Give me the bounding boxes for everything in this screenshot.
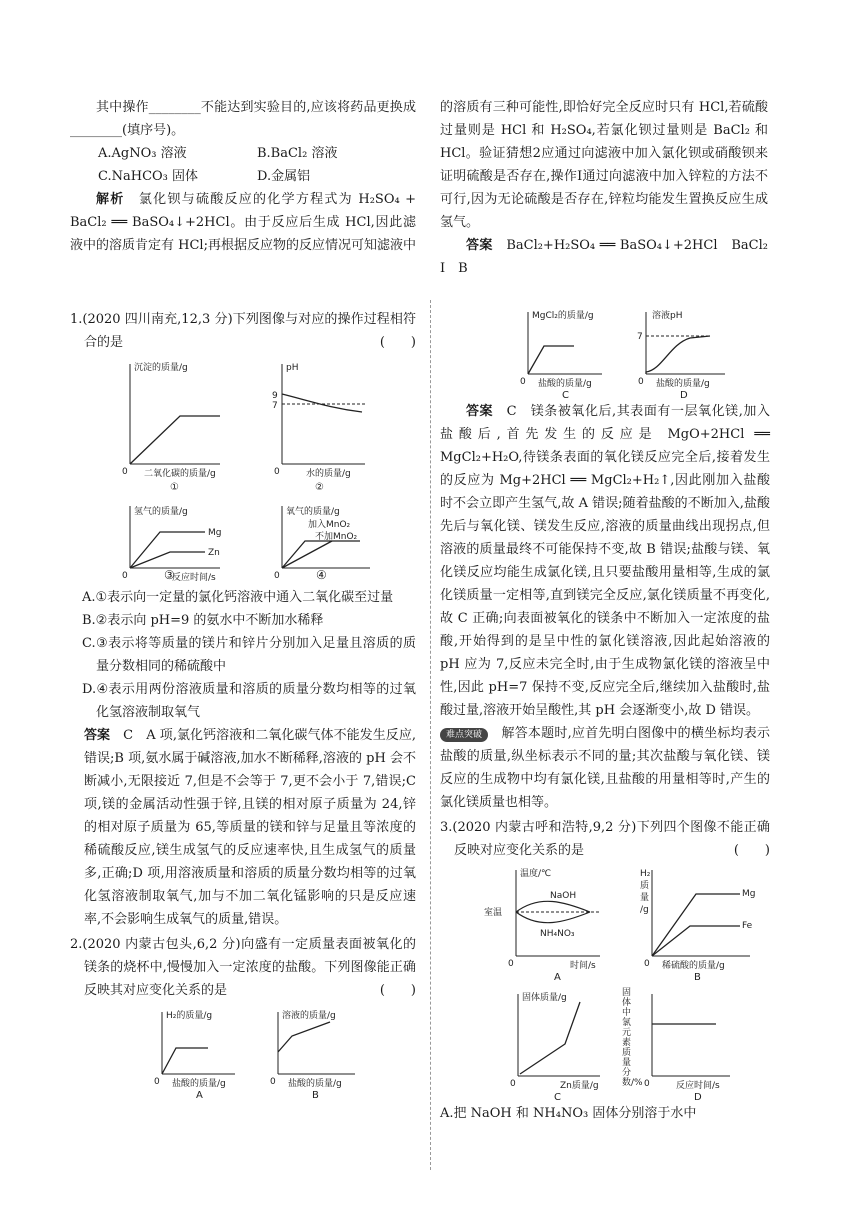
- question-tail: 其中操作________不能达到实验目的,应该将药品更换成________(填序号)。: [70, 100, 416, 138]
- svg-text:盐酸的质量/g: 盐酸的质量/g: [538, 379, 592, 389]
- q2-answer: [440, 400, 770, 722]
- g4-caption: ④: [316, 568, 327, 582]
- g2-tick-9: 9: [272, 391, 278, 401]
- svg-text:0: 0: [274, 571, 280, 581]
- svg-text:/g: /g: [640, 905, 649, 915]
- svg-text:H₂: H₂: [640, 869, 651, 879]
- svg-text:固体质量/g: 固体质量/g: [522, 993, 567, 1003]
- column-divider: [430, 300, 431, 1170]
- analysis-continued: 的溶质有三种可能性,即恰好完全反应时只有 HCl,若硫酸过量则是 HCl 和 H₂SO₄,若氯化钡过量则是 BaCl₂ 和 HCl。验证猜想2应通过向滤液中加入氯化钡或硝酸钡来证明硫酸是否存在,操作Ⅰ通过向滤液中加入锌粒的方法不可行,因为无论硫酸是否存在,锌粒均能发生置换反应生成氢气。: [440, 100, 768, 230]
- svg-text:D: D: [694, 1092, 702, 1103]
- g2-ylabel: pH: [286, 363, 299, 373]
- graph-1: [122, 361, 220, 493]
- top-right-block: [440, 96, 782, 280]
- analysis-label: 解析: [96, 192, 125, 207]
- g3-zn: Zn: [208, 548, 220, 558]
- svg-text:D: D: [680, 390, 688, 401]
- svg-text:盐酸的质量/g: 盐酸的质量/g: [288, 1079, 342, 1089]
- options-row-1: [70, 142, 416, 165]
- svg-text:0: 0: [644, 1079, 650, 1089]
- answer-paren: ( ): [733, 843, 770, 858]
- svg-text:Mg: Mg: [742, 889, 756, 899]
- q3-graph-a: [484, 867, 600, 983]
- q2-graph-d: [637, 309, 725, 401]
- g3-xlabel: 反应时间/s: [172, 573, 216, 583]
- svg-text:反应时间/s: 反应时间/s: [676, 1081, 720, 1091]
- q1-graphs: [70, 356, 410, 583]
- right-column: [440, 308, 770, 1125]
- g3-caption: ③: [164, 568, 175, 582]
- g3-mg: Mg: [208, 528, 222, 538]
- answer-text: C 镁条被氧化后,其表面有一层氧化镁,加入盐酸后,首先发生的反应是 MgO+2HCl ══ MgCl₂+H₂O,待镁条表面的氧化镁反应完全后,接着发生的反应为 Mg+2HCl ══ MgCl₂+H₂↑,因此刚加入盐酸时不会立即产生氢气,故 A 错误;随着盐酸的不断加入,盐酸先后与氧化镁、镁发生反应,溶液的质量曲线出现拐点,但溶液的质量最终不可能保持不变,故 B 错误;盐酸与镁、氧化镁反应均能生成氯化镁,且只要盐酸用量相等,生成的氯化镁质量一定相等,直到镁完全反应,氯化镁质量不再变化,故 C 正确;向表面被氧化的镁条中不断加入一定浓度的盐酸,开始得到的是呈中性的氯化镁溶液,因此起始溶液的 pH 应为 7,反应未完全时,由于生成物氯化镁的溶液呈中性,因此 pH=7 保持不变,反应完全后,继续加入盐酸时,盐酸过量,溶液开始呈酸性,其 pH 会逐渐变小,故 D 错误。: [440, 404, 770, 718]
- q3-graph-c: [510, 991, 600, 1103]
- svg-text:NH₄NO₃: NH₄NO₃: [540, 929, 575, 939]
- svg-text:温度/℃: 温度/℃: [520, 869, 552, 879]
- option-c: C.NaHCO₃ 固体: [98, 169, 199, 184]
- q3-graph-d: [622, 988, 730, 1103]
- g2-xlabel: 水的质量/g: [306, 469, 351, 479]
- svg-text:溶液pH: 溶液pH: [652, 311, 683, 321]
- svg-text:0: 0: [122, 571, 128, 581]
- svg-text:0: 0: [508, 959, 514, 969]
- g4-with: 加入MnO₂: [308, 520, 351, 530]
- options-row-2: [70, 165, 416, 188]
- svg-text:0: 0: [274, 467, 280, 477]
- answer-paren: ( ): [379, 983, 416, 998]
- svg-text:盐酸的质量/g: 盐酸的质量/g: [656, 379, 710, 389]
- svg-text:室温: 室温: [484, 908, 503, 918]
- svg-text:MgCl₂的质量/g: MgCl₂的质量/g: [532, 311, 594, 321]
- q1-option-b: B.②表示向 pH=9 的氨水中不断加水稀释: [82, 613, 324, 628]
- analysis-text: 氯化钡与硫酸反应的化学方程式为 H₂SO₄ + BaCl₂ ══ BaSO₄↓+2HCl。由于反应后生成 HCl,因此滤液中的溶质肯定有 HCl;再根据反应物的反应情况可知滤液中: [70, 192, 416, 253]
- g3-ylabel: 氢气的质量/g: [134, 507, 188, 517]
- g4-ylabel: 氧气的质量/g: [286, 507, 340, 517]
- answer: [440, 234, 782, 280]
- svg-text:7: 7: [637, 332, 643, 342]
- svg-text:C: C: [554, 1092, 561, 1103]
- svg-text:0: 0: [154, 1077, 160, 1087]
- option-b: B.BaCl₂ 溶液: [257, 146, 338, 161]
- svg-text:溶液的质量/g: 溶液的质量/g: [282, 1011, 336, 1021]
- svg-text:C: C: [562, 390, 569, 401]
- q2-graph-c: [520, 309, 602, 401]
- answer-label: 答案: [466, 238, 493, 253]
- tip-badge: 难点突破: [440, 728, 488, 742]
- svg-text:稀硫酸的质量/g: 稀硫酸的质量/g: [662, 961, 725, 971]
- q2-tip: [440, 722, 770, 814]
- svg-text:A: A: [554, 972, 561, 983]
- q1-option-c: C.③表示将等质量的镁片和锌片分别加入足量且溶质的质量分数相同的稀硫酸中: [82, 636, 416, 674]
- svg-text:A: A: [196, 1090, 203, 1101]
- question-1: [70, 308, 416, 1100]
- q3-option-a: A.把 NaOH 和 NH₄NO₃ 固体分别溶于水中: [440, 1106, 697, 1121]
- q2-stem: 2.(2020 内蒙古包头,6,2 分)向盛有一定质量表面被氧化的镁条的烧杯中,慢慢加入一定浓度的盐酸。下列图像能正确反映其对应变化关系的是 ( ): [70, 933, 416, 1002]
- analysis: [70, 188, 416, 257]
- svg-text:Fe: Fe: [742, 921, 753, 931]
- q1-option-a: A.①表示向一定量的氯化钙溶液中通入二氧化碳至过量: [82, 590, 394, 605]
- answer-label: 答案: [84, 728, 111, 743]
- svg-text:量: 量: [640, 893, 650, 903]
- graph-2: [272, 363, 365, 493]
- svg-text:B: B: [312, 1090, 319, 1101]
- q2-graph-b: [270, 1009, 355, 1101]
- svg-text:0: 0: [510, 1079, 516, 1089]
- svg-text:时间/s: 时间/s: [570, 961, 596, 971]
- q1-answer: [70, 724, 416, 931]
- g4-without: 不加MnO₂: [315, 532, 358, 542]
- q1-stem: 1.(2020 四川南充,12,3 分)下列图像与对应的操作过程相符合的是 ( ): [70, 308, 416, 354]
- svg-text:0: 0: [270, 1077, 276, 1087]
- q2-graphs-cd: [440, 308, 770, 400]
- svg-text:质: 质: [640, 881, 650, 891]
- svg-text:0: 0: [644, 959, 650, 969]
- svg-text:NaOH: NaOH: [550, 891, 577, 901]
- g2-caption: ②: [315, 482, 324, 493]
- answer-label: 答案: [466, 404, 494, 419]
- q2-graph-a: [154, 1009, 235, 1101]
- q3-graph-b: [640, 869, 755, 983]
- top-left-block: [70, 96, 416, 257]
- q1-option-d: D.④表示用两份溶液质量和溶质的质量分数均相等的过氧化氢溶液制取氧气: [82, 682, 416, 720]
- svg-text:0: 0: [638, 377, 644, 387]
- tip-text: 解答本题时,应首先明白图像中的横坐标均表示盐酸的质量,纵坐标表示不同的量;其次盐酸与氧化镁、镁反应的生成物中均有氯化镁,且盐酸的用量相等时,产生的氯化镁质量也相等。: [440, 726, 770, 810]
- origin: 0: [122, 467, 128, 477]
- q3-d-ylabel: 固体中氯元素质量分数/%: [622, 988, 643, 1088]
- q2-graphs-ab: [70, 1004, 410, 1100]
- svg-text:盐酸的质量/g: 盐酸的质量/g: [172, 1079, 226, 1089]
- svg-text:Zn质量/g: Zn质量/g: [560, 1081, 599, 1091]
- q3-stem: 3.(2020 内蒙古呼和浩特,9,2 分)下列四个图像不能正确反映对应变化关系的是 ( ): [440, 816, 770, 862]
- q3-graphs: [440, 864, 770, 1102]
- answer-paren: ( ): [379, 335, 416, 350]
- g1-caption: ①: [170, 482, 179, 493]
- answer-text: BaCl₂+H₂SO₄ ══ BaSO₄↓+2HCl BaCl₂ Ⅰ B: [440, 238, 782, 276]
- g1-ylabel: 沉淀的质量/g: [134, 363, 188, 373]
- option-a: A.AgNO₃ 溶液: [98, 146, 187, 161]
- svg-text:B: B: [694, 972, 701, 983]
- svg-text:0: 0: [520, 377, 526, 387]
- svg-text:H₂的质量/g: H₂的质量/g: [166, 1011, 213, 1021]
- option-d: D.金属铝: [257, 169, 311, 184]
- answer-text: C A 项,氯化钙溶液和二氧化碳气体不能发生反应,错误;B 项,氨水属于碱溶液,加水不断稀释,溶液的 pH 会不断减小,无限接近 7,但是不会等于 7,更不会小于 7,错误;C 项,镁的金属活动性强于锌,且镁的相对原子质量为 24,锌的相对原子质量为 65,等质量的镁和锌与足量且等浓度的稀硫酸反应,镁生成氢气的反应速率快,且生成氢气的质量多,正确;D 项,用溶液质量和溶质的质量分数均相等的过氧化氢溶液制取氧气,加与不加二氧化锰影响的只是反应速率,不会影响生成氧气的质量,错误。: [84, 728, 416, 927]
- g2-tick-7: 7: [272, 401, 278, 411]
- g1-xlabel: 二氧化碳的质量/g: [144, 469, 216, 479]
